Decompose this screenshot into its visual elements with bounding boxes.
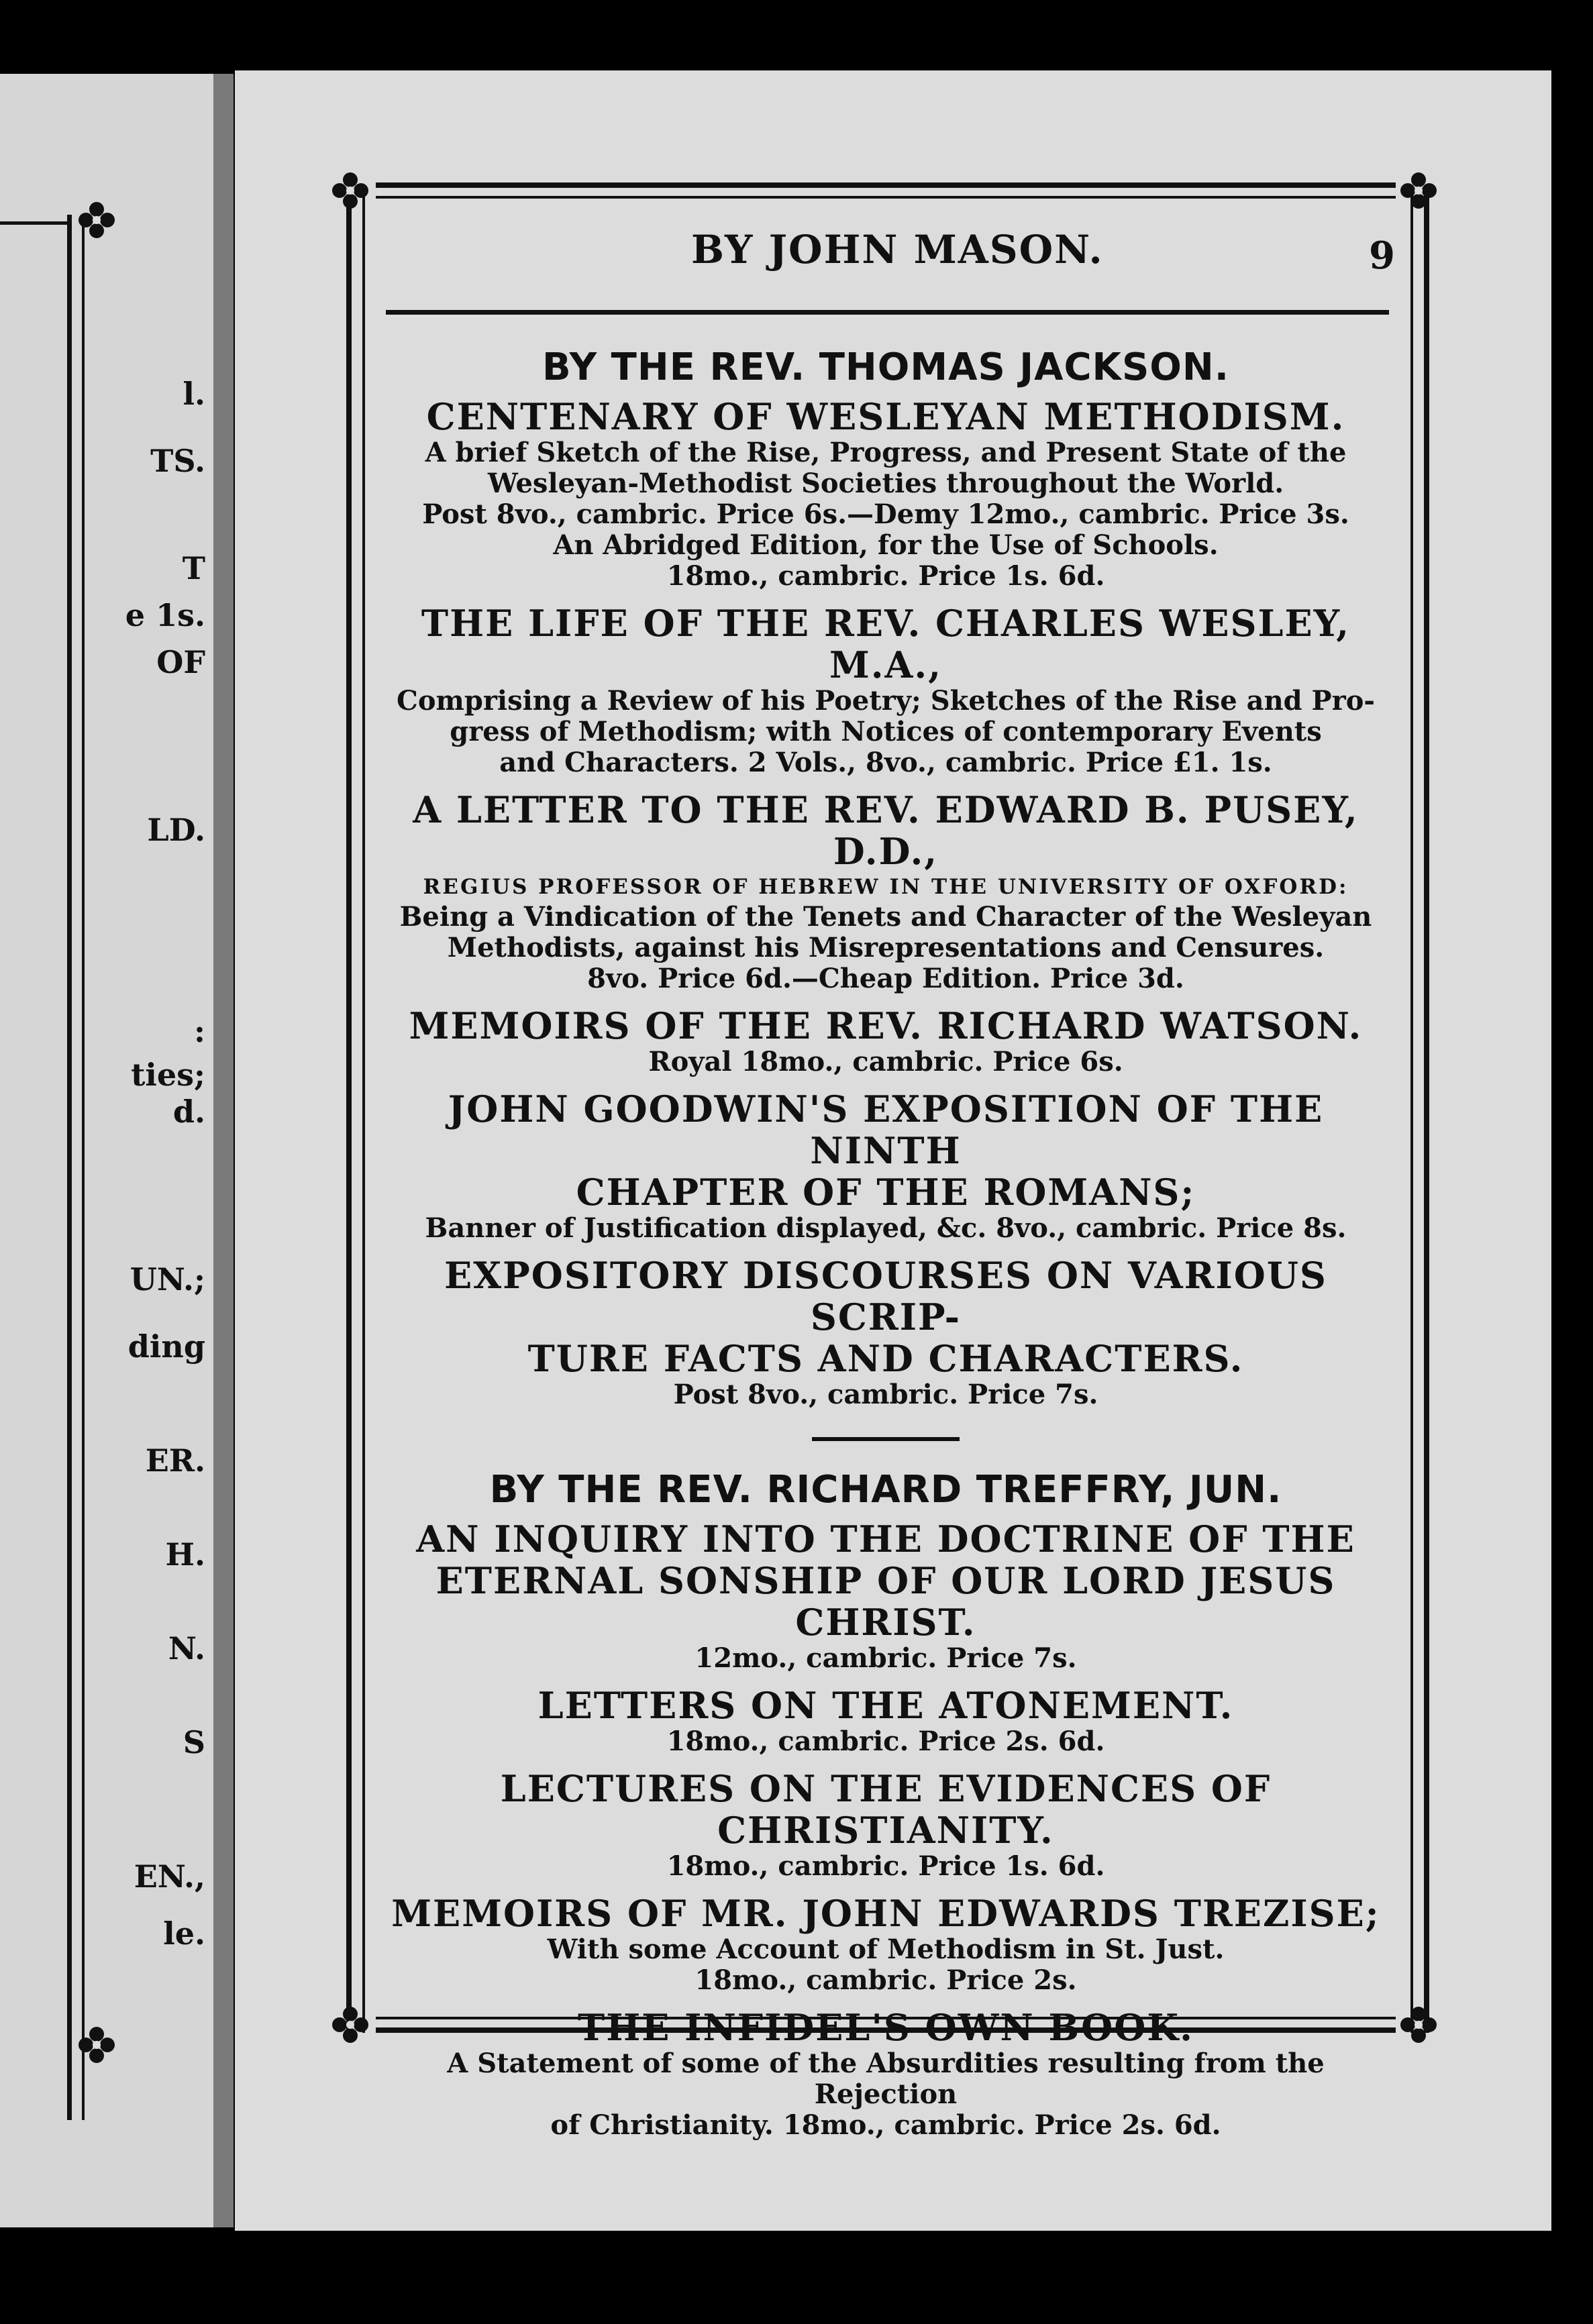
book-description: Comprising a Review of his Poetry; Sketches of the Rise and Pro- bbox=[397, 685, 1375, 717]
left-border-inner bbox=[82, 215, 85, 2120]
book-entry bbox=[376, 1768, 1396, 1882]
left-page-text: LD. bbox=[147, 812, 205, 848]
corner-ornament-icon bbox=[78, 2026, 115, 2064]
book-description: and Characters. 2 Vols., 8vo., cambric. Price £1. 1s. bbox=[499, 747, 1272, 778]
running-header bbox=[0, 227, 1593, 287]
book-title: A LETTER TO THE REV. EDWARD B. PUSEY, D.D., bbox=[413, 788, 1359, 873]
book-title: TURE FACTS AND CHARACTERS. bbox=[527, 1337, 1244, 1380]
book-title: CENTENARY OF WESLEYAN METHODISM. bbox=[426, 395, 1345, 438]
corner-ornament-icon bbox=[1400, 172, 1437, 209]
book-entry bbox=[376, 2007, 1396, 2141]
frame-left-inner bbox=[362, 195, 365, 2033]
left-page-text: ding bbox=[127, 1328, 205, 1365]
book-title: LETTERS ON THE ATONEMENT. bbox=[537, 1684, 1234, 1727]
left-page-text: N. bbox=[168, 1630, 205, 1667]
left-page-text: TS. bbox=[150, 443, 205, 479]
book-description: Banner of Justification displayed, &c. 8vo., cambric. Price 8s. bbox=[425, 1212, 1347, 1244]
frame-top-outer bbox=[376, 182, 1396, 188]
book-description: 18mo., cambric. Price 2s. bbox=[695, 1964, 1077, 1996]
book-description: Royal 18mo., cambric. Price 6s. bbox=[648, 1046, 1123, 1077]
book-subtitle: REGIUS PROFESSOR OF HEBREW IN THE UNIVERSITY OF OXFORD: bbox=[423, 875, 1349, 899]
book-entry bbox=[376, 1685, 1396, 1757]
book-description: Wesleyan-Methodist Societies throughout the World. bbox=[487, 468, 1284, 499]
left-page-fragment bbox=[0, 74, 213, 2227]
left-rule bbox=[0, 221, 67, 225]
book-title: THE LIFE OF THE REV. CHARLES WESLEY, M.A., bbox=[421, 602, 1351, 686]
book-title: JOHN GOODWIN'S EXPOSITION OF THE NINTH bbox=[448, 1088, 1324, 1172]
book-title: MEMOIRS OF MR. JOHN EDWARDS TREZISE; bbox=[391, 1892, 1380, 1935]
author-heading: BY THE REV. RICHARD TREFFRY, JUN. bbox=[489, 1468, 1282, 1512]
book-description: With some Account of Methodism in St. Just. bbox=[547, 1934, 1225, 1965]
book-description: 12mo., cambric. Price 7s. bbox=[695, 1642, 1077, 1674]
left-page-text: l. bbox=[183, 376, 205, 412]
left-page-text: S bbox=[183, 1724, 205, 1760]
book-entry bbox=[376, 1518, 1396, 1674]
left-page-text: T bbox=[182, 550, 205, 586]
left-page-text: ties; bbox=[131, 1057, 205, 1093]
left-border bbox=[67, 215, 72, 2120]
book-entry bbox=[376, 789, 1396, 994]
running-title: BY JOHN MASON. bbox=[691, 227, 1104, 272]
book-description: 8vo. Price 6d.—Cheap Edition. Price 3d. bbox=[587, 963, 1184, 994]
book-description: 18mo., cambric. Price 1s. 6d. bbox=[666, 560, 1105, 592]
frame-left-outer bbox=[346, 195, 352, 2033]
book-description: Methodists, against his Misrepresentations and Censures. bbox=[447, 932, 1325, 963]
left-page-text: OF bbox=[156, 644, 205, 680]
book-description: of Christianity. 18mo., cambric. Price 2s. 6d. bbox=[550, 2109, 1221, 2141]
book-title: ETERNAL SONSHIP OF OUR LORD JESUS CHRIST. bbox=[435, 1559, 1336, 1644]
book-entry bbox=[376, 1255, 1396, 1410]
book-description: 18mo., cambric. Price 2s. 6d. bbox=[666, 1726, 1105, 1757]
left-page-text: d. bbox=[172, 1094, 205, 1130]
book-title: THE INFIDEL'S OWN BOOK. bbox=[578, 2006, 1194, 2049]
page-number: 9 bbox=[1369, 233, 1395, 278]
corner-ornament-icon bbox=[331, 2006, 369, 2044]
book-title: CHAPTER OF THE ROMANS; bbox=[576, 1171, 1196, 1214]
catalogue-content bbox=[376, 346, 1396, 2152]
book-entry bbox=[376, 1893, 1396, 1996]
book-description: A brief Sketch of the Rise, Progress, and Present State of the bbox=[425, 437, 1347, 468]
header-rule bbox=[386, 310, 1389, 315]
book-title: LECTURES ON THE EVIDENCES OF bbox=[500, 1767, 1272, 1810]
frame-right-outer bbox=[1424, 195, 1429, 2033]
book-title: EXPOSITORY DISCOURSES ON VARIOUS SCRIP- bbox=[444, 1254, 1327, 1338]
corner-ornament-icon bbox=[331, 172, 369, 209]
book-title: MEMOIRS OF THE REV. RICHARD WATSON. bbox=[409, 1004, 1363, 1047]
left-page-text: e 1s. bbox=[125, 597, 205, 633]
frame-right-inner bbox=[1410, 195, 1413, 2033]
gutter bbox=[213, 74, 234, 2227]
book-title: CHRISTIANITY. bbox=[717, 1809, 1054, 1852]
book-description: Being a Vindication of the Tenets and Character of the Wesleyan bbox=[399, 901, 1372, 933]
book-description: Post 8vo., cambric. Price 7s. bbox=[673, 1379, 1098, 1410]
book-title: AN INQUIRY INTO THE DOCTRINE OF THE bbox=[416, 1518, 1355, 1561]
book-description: Post 8vo., cambric. Price 6s.—Demy 12mo., cambric. Price 3s. bbox=[422, 498, 1349, 530]
corner-ornament-icon bbox=[1400, 2006, 1437, 2044]
left-page-text: le. bbox=[163, 1915, 205, 1952]
left-page-text: : bbox=[194, 1013, 205, 1049]
section-divider bbox=[812, 1437, 960, 1441]
left-page-text: ER. bbox=[145, 1442, 205, 1479]
book-entry bbox=[376, 602, 1396, 778]
left-page-text: EN., bbox=[134, 1858, 205, 1895]
book-description: 18mo., cambric. Price 1s. 6d. bbox=[666, 1850, 1105, 1882]
book-description: An Abridged Edition, for the Use of Schools. bbox=[553, 529, 1219, 561]
author-heading: BY THE REV. THOMAS JACKSON. bbox=[542, 346, 1230, 389]
book-entry bbox=[376, 1088, 1396, 1244]
frame-top-inner bbox=[376, 196, 1396, 199]
book-description: gress of Methodism; with Notices of contemporary Events bbox=[450, 716, 1322, 747]
left-page-text: UN.; bbox=[130, 1261, 205, 1298]
book-entry bbox=[376, 1005, 1396, 1077]
book-entry bbox=[376, 396, 1396, 592]
left-page-text: H. bbox=[165, 1536, 205, 1573]
book-description: A Statement of some of the Absurdities resulting from the Rejection bbox=[447, 2048, 1325, 2110]
